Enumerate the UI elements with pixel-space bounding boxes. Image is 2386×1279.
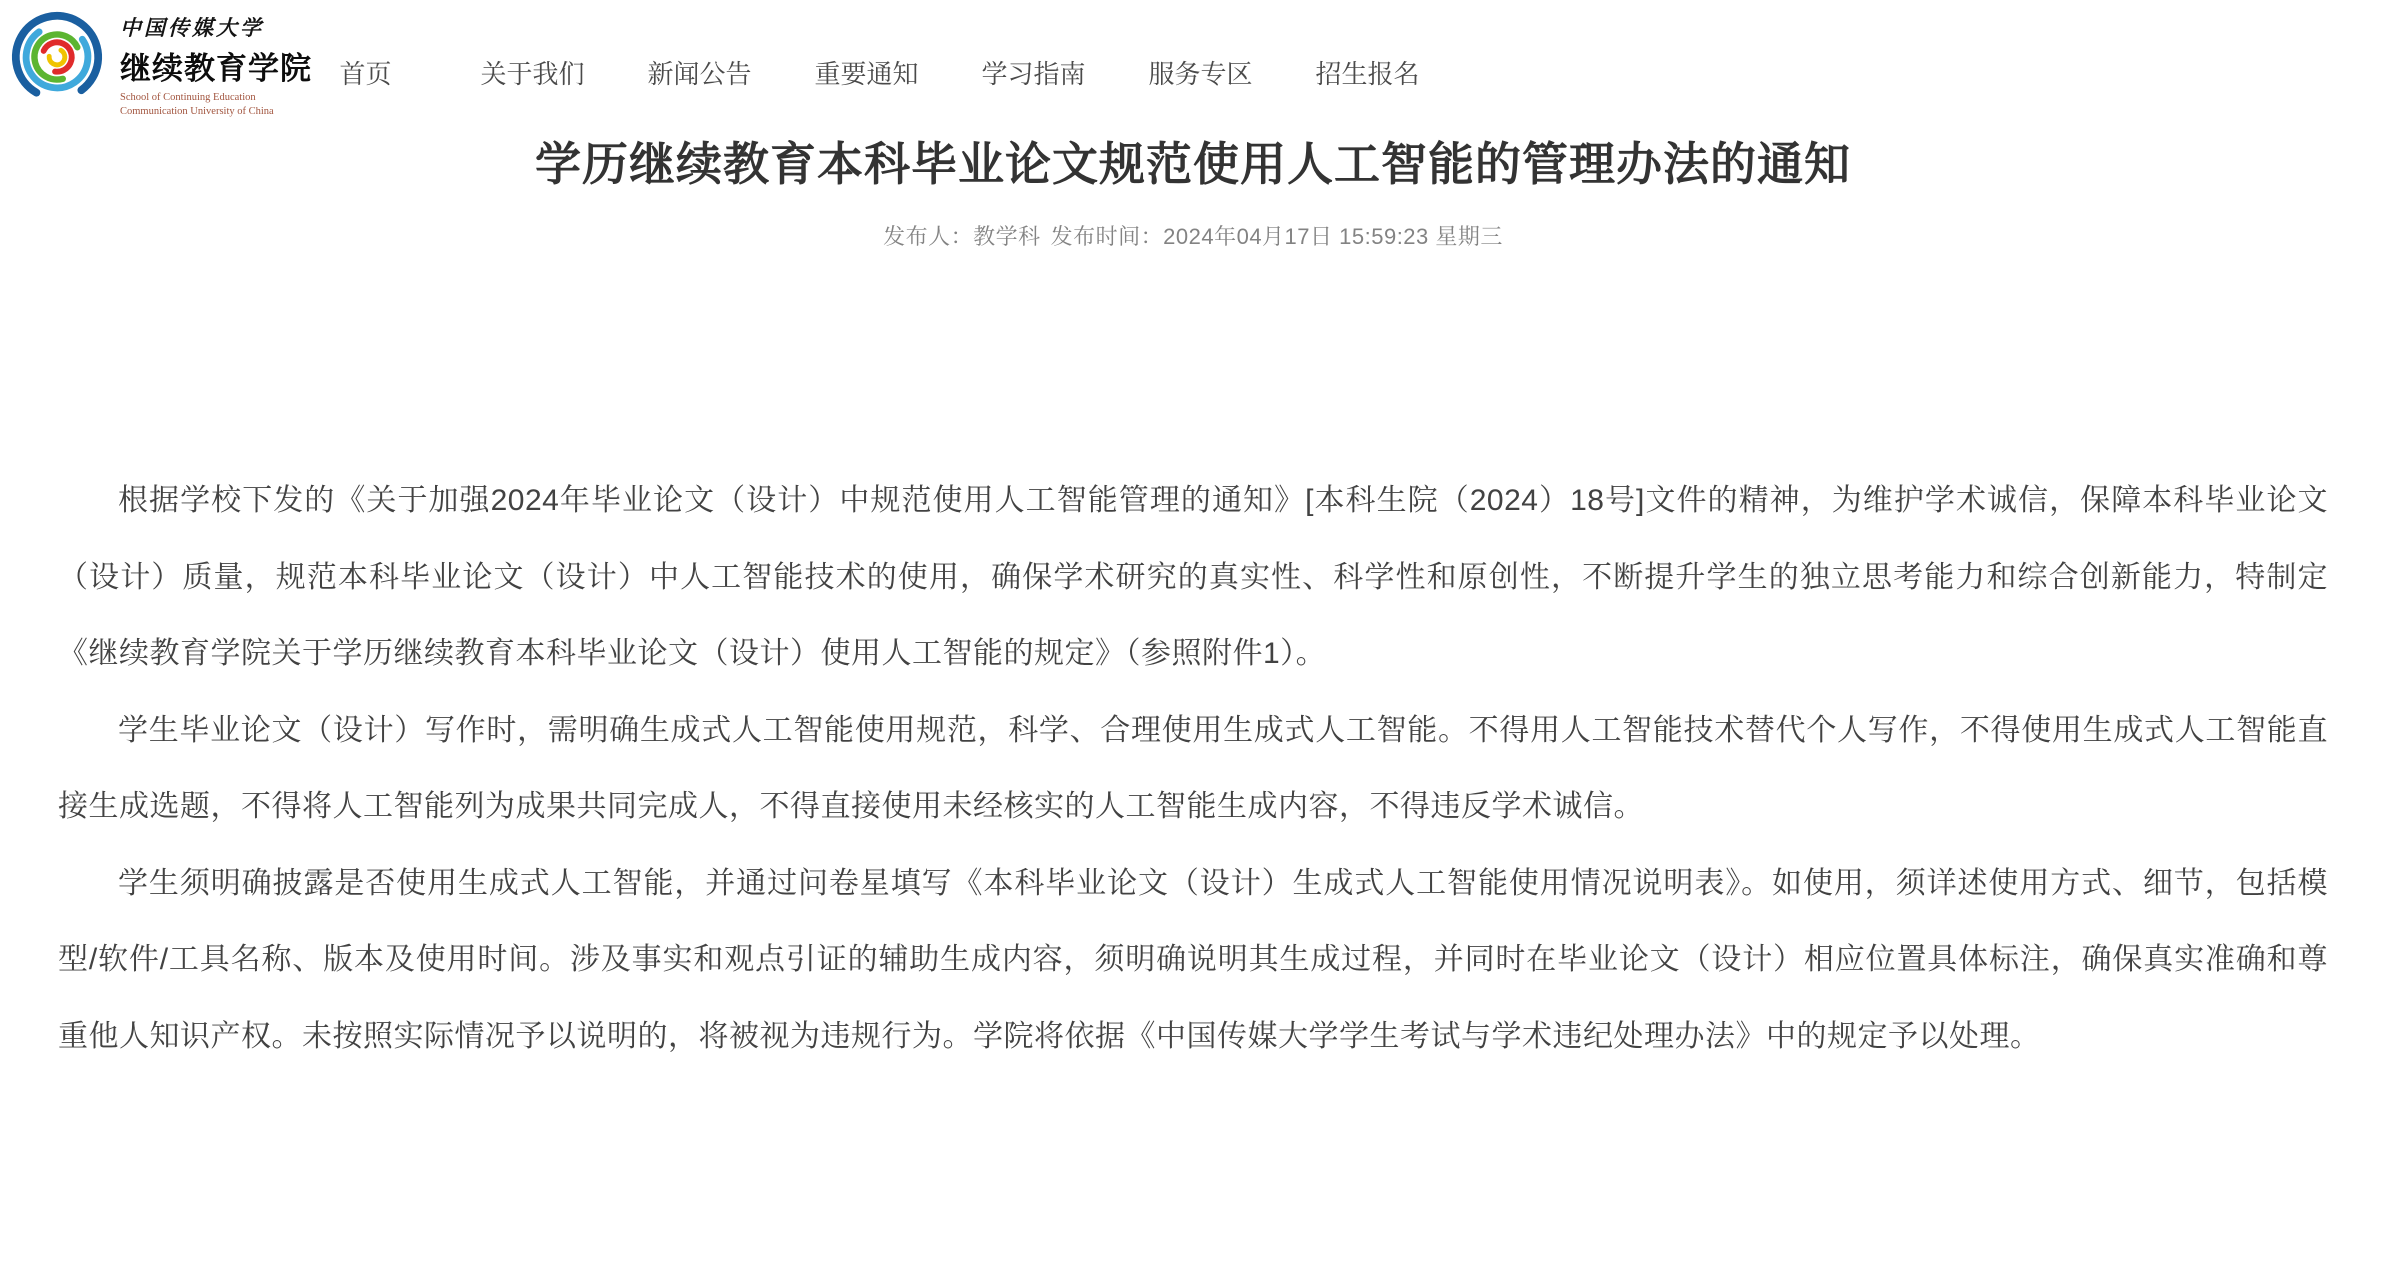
nav-item-services: [1117, 54, 1284, 91]
site-header: [0, 0, 2386, 117]
nav-item-about: [449, 54, 616, 91]
school-name: 继续教育学院: [120, 51, 312, 86]
nav-item-home: [282, 54, 449, 91]
article-meta: [0, 220, 2386, 251]
nav-link-admissions[interactable]: 招生报名: [1315, 59, 1420, 89]
school-name-english-line1: School of Continuing Education: [120, 92, 256, 103]
publisher-value: 教学科: [973, 224, 1041, 249]
nav-item-study-guide: [950, 54, 1117, 91]
nav-link-services[interactable]: 服务专区: [1148, 59, 1253, 89]
nav-item-news: [616, 54, 783, 91]
article: [0, 128, 2386, 1075]
university-name: 中国传媒大学: [120, 16, 264, 40]
article-body: [0, 463, 2386, 1075]
paragraph-1: 根据学校下发的《关于加强2024年毕业论文（设计）中规范使用人工智能管理的通知》[本科生院（2024）18号]文件的精神，为维护学术诚信，保障本科毕业论文（设计）质量，规范本科毕业论文（设计）中人工智能技术的使用，确保学术研究的真实性、科学性和原创性，不断提升学生的独立思考能力和综合创新能力，特制定《继续教育学院关于学历继续教育本科毕业论文（设计）使用人工智能的规定》（参照附件1）。: [58, 484, 2328, 670]
publish-time-label: 发布时间：: [1050, 224, 1164, 249]
school-name-english: [120, 91, 312, 118]
publish-time-value: 2024年04月17日 15:59:23 星期三: [1163, 224, 1503, 249]
page-title: 学历继续教育本科毕业论文规范使用人工智能的管理办法的通知: [535, 138, 1851, 190]
nav-link-news[interactable]: 新闻公告: [647, 59, 752, 89]
nav-link-home[interactable]: 首页: [339, 59, 392, 89]
nav-item-admissions: [1284, 54, 1451, 91]
school-name-english-line2: Communication University of China: [120, 105, 274, 117]
school-logo[interactable]: [8, 8, 312, 118]
nav-item-notices: [783, 54, 950, 91]
nav-link-study-guide[interactable]: 学习指南: [981, 59, 1086, 89]
main-nav: [282, 54, 1451, 91]
paragraph-2: 学生毕业论文（设计）写作时，需明确生成式人工智能使用规范，科学、合理使用生成式人工智能。不得用人工智能技术替代个人写作，不得使用生成式人工智能直接生成选题，不得将人工智能列为成果共同完成人，不得直接使用未经核实的人工智能生成内容，不得违反学术诚信。: [58, 713, 2328, 823]
nav-link-about[interactable]: 关于我们: [480, 59, 585, 89]
paragraph-3: 学生须明确披露是否使用生成式人工智能，并通过问卷星填写《本科毕业论文（设计）生成式人工智能使用情况说明表》。如使用，须详述使用方式、细节，包括模型/软件/工具名称、版本及使用时间。涉及事实和观点引证的辅助生成内容，须明确说明其生成过程，并同时在毕业论文（设计）相应位置具体标注，确保真实准确和尊重他人知识产权。未按照实际情况予以说明的，将被视为违规行为。学院将依据《中国传媒大学学生考试与学术违纪处理办法》中的规定予以处理。: [58, 866, 2328, 1053]
nav-link-notices[interactable]: 重要通知: [814, 59, 919, 89]
publisher-label: 发布人：: [883, 224, 974, 249]
school-logo-icon: [8, 8, 106, 106]
